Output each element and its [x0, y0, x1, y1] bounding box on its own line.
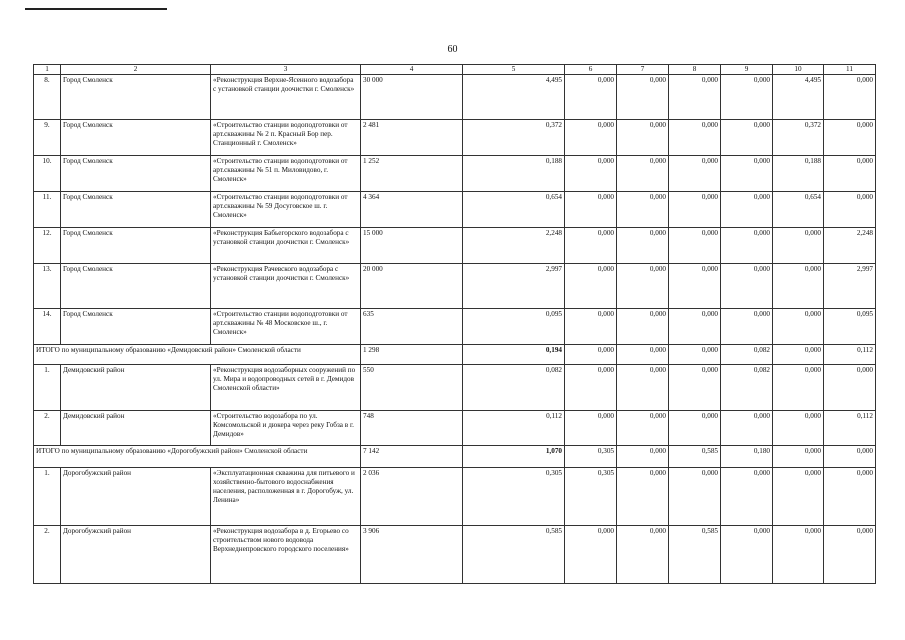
value-cell-7: 0,000: [617, 228, 669, 264]
value-cell-7: 0,000: [617, 264, 669, 309]
value-cell-8: 0,000: [669, 345, 721, 365]
value-cell-11: 0,112: [824, 345, 876, 365]
header-cell-5: 5: [463, 65, 565, 75]
table-row: [34, 192, 876, 228]
value-cell-5: 0,112: [463, 411, 565, 446]
project-name-cell: «Реконструкция Бабьегорского водозабора с установкой станции доочистки г. Смоленск»: [211, 228, 361, 264]
value-cell-8: 0,000: [669, 411, 721, 446]
project-name-cell: «Реконструкция Верхне-Ясенного водозабора с установкой станции доочистки г. Смоленск»: [211, 75, 361, 120]
project-name-cell: «Реконструкция водозабора в д. Егорьево со строительством нового водовода Верхнеднепровского городского поселения»: [211, 526, 361, 584]
locality-cell: Город Смоленск: [61, 264, 211, 309]
value-cell-9: 0,000: [721, 156, 773, 192]
value-cell-6: 0,000: [565, 120, 617, 156]
project-name-cell: «Эксплуатационная скважина для питьевого и хозяйственно-бытового водоснабжения населения, расположенная в г. Дорогобуж, ул. Ленина»: [211, 468, 361, 526]
value-cell-7: 0,000: [617, 411, 669, 446]
row-number: 2.: [34, 526, 61, 584]
table-row: [34, 309, 876, 345]
value-cell-6: 0,000: [565, 264, 617, 309]
value-cell-10: 0,372: [773, 120, 824, 156]
value-cell-5: 1,070: [463, 446, 565, 468]
value-cell-8: 0,000: [669, 156, 721, 192]
value-cell-7: 0,000: [617, 526, 669, 584]
value-cell-11: 0,112: [824, 411, 876, 446]
value-cell-5: 0,654: [463, 192, 565, 228]
value-cell-8: 0,000: [669, 228, 721, 264]
table-row: [34, 228, 876, 264]
value-cell-8: 0,585: [669, 446, 721, 468]
value-cell-4: 7 142: [361, 446, 463, 468]
value-cell-9: 0,000: [721, 192, 773, 228]
value-cell-5: 2,248: [463, 228, 565, 264]
row-number: 8.: [34, 75, 61, 120]
value-cell-10: 0,654: [773, 192, 824, 228]
value-cell-4: 15 000: [361, 228, 463, 264]
value-cell-4: 4 364: [361, 192, 463, 228]
value-cell-6: 0,000: [565, 526, 617, 584]
value-cell-6: 0,000: [565, 228, 617, 264]
value-cell-6: 0,305: [565, 468, 617, 526]
value-cell-5: 0,194: [463, 345, 565, 365]
value-cell-9: 0,000: [721, 526, 773, 584]
value-cell-6: 0,305: [565, 446, 617, 468]
value-cell-4: 30 000: [361, 75, 463, 120]
value-cell-4: 550: [361, 365, 463, 411]
value-cell-11: 0,000: [824, 156, 876, 192]
value-cell-5: 0,372: [463, 120, 565, 156]
value-cell-11: 0,095: [824, 309, 876, 345]
value-cell-6: 0,000: [565, 192, 617, 228]
table-row: [34, 526, 876, 584]
project-name-cell: «Строительство станции водоподготовки от арт.скважины № 2 п. Красный Бор пер. Станционный г. Смоленск»: [211, 120, 361, 156]
value-cell-6: 0,000: [565, 365, 617, 411]
value-cell-6: 0,000: [565, 156, 617, 192]
value-cell-8: 0,000: [669, 365, 721, 411]
value-cell-9: 0,000: [721, 411, 773, 446]
value-cell-5: 2,997: [463, 264, 565, 309]
locality-cell: Город Смоленск: [61, 228, 211, 264]
value-cell-10: 0,000: [773, 468, 824, 526]
value-cell-10: 0,188: [773, 156, 824, 192]
header-cell-10: 10: [773, 65, 824, 75]
value-cell-6: 0,000: [565, 345, 617, 365]
locality-cell: Дорогобужский район: [61, 468, 211, 526]
value-cell-8: 0,000: [669, 309, 721, 345]
value-cell-4: 2 036: [361, 468, 463, 526]
value-cell-11: 0,000: [824, 446, 876, 468]
page-number: 60: [447, 44, 458, 55]
row-number: 14.: [34, 309, 61, 345]
value-cell-7: 0,000: [617, 365, 669, 411]
row-number: 12.: [34, 228, 61, 264]
value-cell-10: 0,000: [773, 411, 824, 446]
header-cell-1: 1: [34, 65, 61, 75]
total-label: ИТОГО по муниципальному образованию «Демидовский район» Смоленской области: [34, 345, 361, 365]
value-cell-10: 0,000: [773, 526, 824, 584]
top-rule: [25, 8, 167, 10]
value-cell-5: 0,305: [463, 468, 565, 526]
locality-cell: Город Смоленск: [61, 75, 211, 120]
header-cell-2: 2: [61, 65, 211, 75]
value-cell-9: 0,000: [721, 309, 773, 345]
locality-cell: Город Смоленск: [61, 120, 211, 156]
total-row: [34, 446, 876, 468]
value-cell-10: 0,000: [773, 446, 824, 468]
table-row: [34, 156, 876, 192]
row-number: 2.: [34, 411, 61, 446]
locality-cell: Дорогобужский район: [61, 526, 211, 584]
row-number: 1.: [34, 365, 61, 411]
value-cell-6: 0,000: [565, 411, 617, 446]
value-cell-11: 0,000: [824, 365, 876, 411]
locality-cell: Демидовский район: [61, 411, 211, 446]
value-cell-4: 20 000: [361, 264, 463, 309]
total-label: ИТОГО по муниципальному образованию «Дорогобужский район» Смоленской области: [34, 446, 361, 468]
value-cell-8: 0,000: [669, 468, 721, 526]
value-cell-6: 0,000: [565, 309, 617, 345]
value-cell-5: 0,188: [463, 156, 565, 192]
header-row: [34, 65, 876, 75]
value-cell-11: 2,248: [824, 228, 876, 264]
value-cell-4: 748: [361, 411, 463, 446]
value-cell-7: 0,000: [617, 309, 669, 345]
header-cell-6: 6: [565, 65, 617, 75]
value-cell-9: 0,000: [721, 120, 773, 156]
value-cell-4: 1 252: [361, 156, 463, 192]
value-cell-10: 0,000: [773, 345, 824, 365]
value-cell-11: 0,000: [824, 468, 876, 526]
table-row: [34, 75, 876, 120]
project-name-cell: «Строительство станции водоподготовки от арт.скважины № 51 п. Миловидово, г. Смоленск»: [211, 156, 361, 192]
locality-cell: Город Смоленск: [61, 192, 211, 228]
value-cell-9: 0,000: [721, 468, 773, 526]
value-cell-11: 0,000: [824, 192, 876, 228]
value-cell-9: 0,000: [721, 264, 773, 309]
header-cell-8: 8: [669, 65, 721, 75]
value-cell-8: 0,000: [669, 120, 721, 156]
value-cell-7: 0,000: [617, 345, 669, 365]
table-row: [34, 264, 876, 309]
value-cell-11: 0,000: [824, 526, 876, 584]
value-cell-10: 0,000: [773, 264, 824, 309]
project-name-cell: «Строительство водозабора по ул. Комсомольской и дюкера через реку Гобза в г. Демидов»: [211, 411, 361, 446]
value-cell-4: 3 906: [361, 526, 463, 584]
value-cell-8: 0,000: [669, 75, 721, 120]
table-row: [34, 365, 876, 411]
value-cell-9: 0,082: [721, 345, 773, 365]
value-cell-6: 0,000: [565, 75, 617, 120]
value-cell-7: 0,000: [617, 75, 669, 120]
table-row: [34, 468, 876, 526]
locality-cell: Город Смоленск: [61, 309, 211, 345]
value-cell-7: 0,000: [617, 468, 669, 526]
header-cell-3: 3: [211, 65, 361, 75]
value-cell-10: 0,000: [773, 365, 824, 411]
value-cell-8: 0,000: [669, 264, 721, 309]
value-cell-8: 0,000: [669, 192, 721, 228]
locality-cell: Демидовский район: [61, 365, 211, 411]
project-name-cell: «Строительство станции водоподготовки от арт.скважины № 59 Досуговское ш. г. Смоленск»: [211, 192, 361, 228]
value-cell-10: 0,000: [773, 228, 824, 264]
value-cell-10: 0,000: [773, 309, 824, 345]
row-number: 11.: [34, 192, 61, 228]
value-cell-7: 0,000: [617, 120, 669, 156]
table-row: [34, 411, 876, 446]
value-cell-5: 0,082: [463, 365, 565, 411]
header-cell-7: 7: [617, 65, 669, 75]
value-cell-10: 4,495: [773, 75, 824, 120]
value-cell-11: 0,000: [824, 120, 876, 156]
value-cell-5: 0,585: [463, 526, 565, 584]
row-number: 9.: [34, 120, 61, 156]
row-number: 13.: [34, 264, 61, 309]
value-cell-11: 2,997: [824, 264, 876, 309]
value-cell-9: 0,000: [721, 228, 773, 264]
value-cell-9: 0,000: [721, 75, 773, 120]
value-cell-4: 1 298: [361, 345, 463, 365]
value-cell-5: 0,095: [463, 309, 565, 345]
value-cell-7: 0,000: [617, 192, 669, 228]
row-number: 1.: [34, 468, 61, 526]
project-name-cell: «Строительство станции водоподготовки от арт.скважины № 48 Московское ш., г. Смоленск»: [211, 309, 361, 345]
project-name-cell: «Реконструкция водозаборных сооружений по ул. Мира и водопроводных сетей в г. Демидов Смоленской области»: [211, 365, 361, 411]
value-cell-7: 0,000: [617, 156, 669, 192]
value-cell-5: 4,495: [463, 75, 565, 120]
locality-cell: Город Смоленск: [61, 156, 211, 192]
value-cell-9: 0,082: [721, 365, 773, 411]
header-cell-9: 9: [721, 65, 773, 75]
value-cell-11: 0,000: [824, 75, 876, 120]
header-cell-11: 11: [824, 65, 876, 75]
total-row: [34, 345, 876, 365]
document-table: [33, 64, 876, 584]
header-cell-4: 4: [361, 65, 463, 75]
row-number: 10.: [34, 156, 61, 192]
value-cell-4: 2 481: [361, 120, 463, 156]
value-cell-9: 0,180: [721, 446, 773, 468]
value-cell-8: 0,585: [669, 526, 721, 584]
value-cell-4: 635: [361, 309, 463, 345]
value-cell-7: 0,000: [617, 446, 669, 468]
project-name-cell: «Реконструкция Рачевского водозабора с установкой станции доочистки г. Смоленск»: [211, 264, 361, 309]
table-row: [34, 120, 876, 156]
